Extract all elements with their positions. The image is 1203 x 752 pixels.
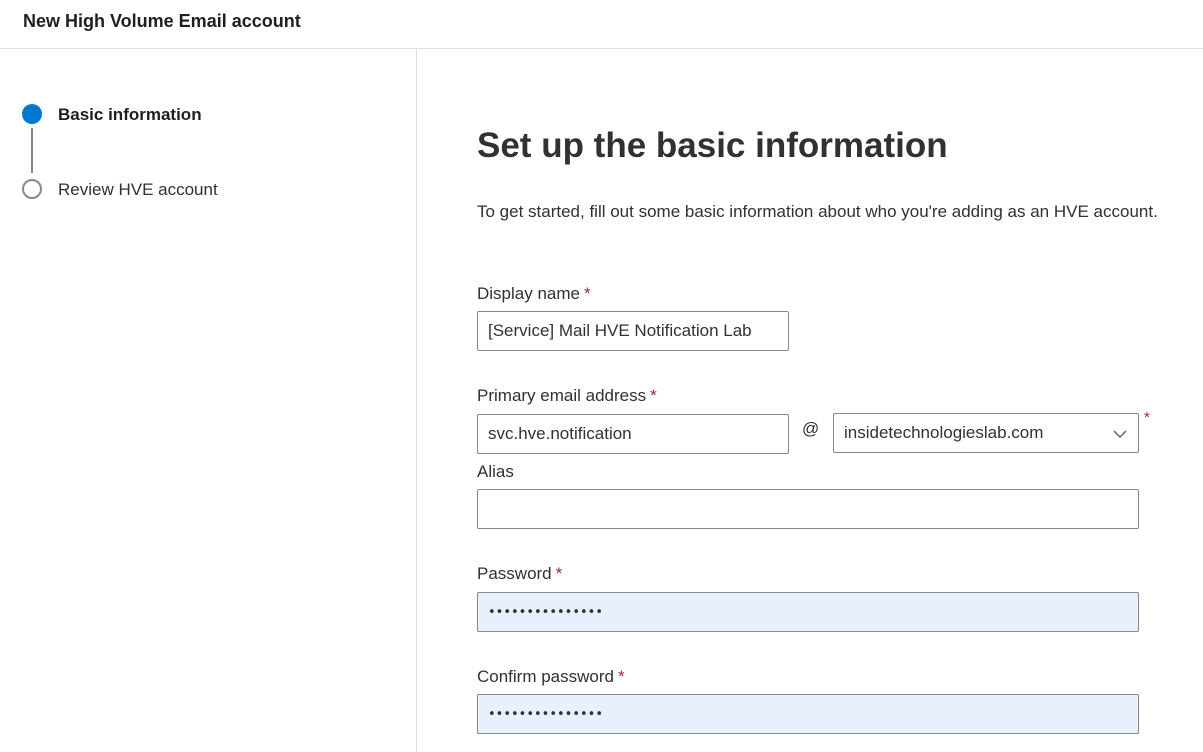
- domain-select[interactable]: insidetechnologieslab.com: [833, 413, 1139, 453]
- primary-email-label: Primary email address *: [477, 386, 657, 405]
- display-name-input[interactable]: [Service] Mail HVE Notification Lab: [477, 311, 789, 351]
- step-connector: [31, 128, 33, 173]
- at-sign: @: [802, 419, 820, 438]
- page-header: [0, 0, 1203, 49]
- domain-required-marker: *: [1144, 409, 1150, 426]
- step-review-hve-account[interactable]: Review HVE account: [58, 180, 218, 199]
- password-input[interactable]: •••••••••••••••: [477, 592, 1139, 632]
- confirm-password-label: Confirm password *: [477, 667, 625, 686]
- page-title: Set up the basic information: [477, 126, 948, 165]
- wizard-steps-sidebar: [0, 49, 417, 752]
- password-label: Password *: [477, 564, 563, 583]
- chevron-down-icon: [1112, 426, 1128, 442]
- display-name-label: Display name *: [477, 284, 591, 303]
- primary-email-input[interactable]: svc.hve.notification: [477, 414, 789, 454]
- page-description: To get started, fill out some basic information about who you're adding as an HVE account.: [477, 202, 1158, 221]
- alias-label: Alias: [477, 462, 514, 481]
- main-content: [417, 49, 1203, 752]
- alias-input[interactable]: [477, 489, 1139, 529]
- confirm-password-input[interactable]: •••••••••••••••: [477, 694, 1139, 734]
- step-basic-information[interactable]: Basic information: [58, 105, 202, 124]
- wizard-title: New High Volume Email account: [23, 11, 301, 31]
- step-active-indicator-icon: [22, 104, 42, 124]
- step-pending-indicator-icon: [22, 179, 42, 199]
